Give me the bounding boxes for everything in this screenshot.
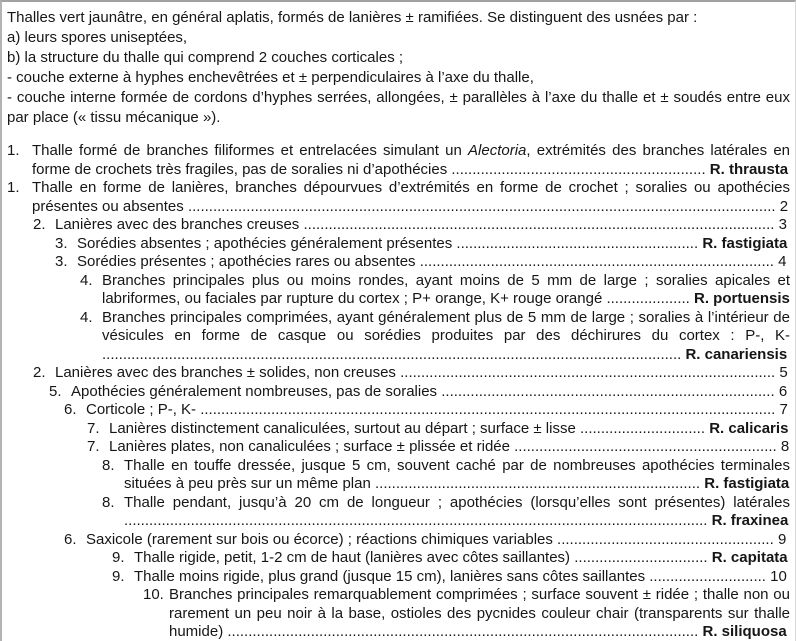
leader-dots: ............................................................................................................................................ xyxy=(124,512,708,529)
leader-dots: ............................................................. xyxy=(451,160,706,178)
key-entry-9a xyxy=(7,549,790,568)
couplet-result: 3 xyxy=(778,216,787,233)
entry-number: 7. xyxy=(87,419,100,437)
entry-number: 4. xyxy=(80,271,93,289)
species-result: R. fastigiata xyxy=(704,475,790,492)
entry-text: Thalle moins rigide, plus grand (jusque 15 cm), lanières sans côtes saillantes xyxy=(134,567,646,585)
key-entry-3b xyxy=(7,253,790,272)
leader-dots: ................................................................................ xyxy=(441,382,775,400)
species-result: R. portuensis xyxy=(694,290,790,307)
key-entry-4b xyxy=(7,309,790,365)
couplet-result: 10 xyxy=(770,567,787,585)
key-entry-1a xyxy=(7,142,790,179)
entry-number: 1. xyxy=(7,142,20,159)
species-result: R. siliquosa xyxy=(702,623,787,640)
entry-text: Thalle formé de branches filiformes et entrelacées simulant un Alectoria, extrémités des branches latérales en forme de crochets très fragiles, pas de soralies ni d’apothécies xyxy=(32,142,791,178)
key-entry-7a xyxy=(7,420,790,439)
entry-number: 2. xyxy=(33,364,46,381)
intro-paragraph: Thalles vert jaunâtre, en général aplatis, formés de lanières ± ramifiées. Se distinguent des usnées par : xyxy=(7,9,698,26)
entry-number: 6. xyxy=(64,530,77,548)
entry-number: 4. xyxy=(80,308,93,326)
leader-dots: .............................................................................. xyxy=(374,475,701,492)
entry-text: Lanières plates, non canaliculées ; surface ± plissée et ridée xyxy=(109,438,510,455)
leader-dots: .......................................................................................... xyxy=(400,364,776,381)
entry-text: Thalle en forme de lanières, branches dépourvues d’extrémités en forme de crochet ; soralies ou apothécies présentes ou absentes xyxy=(32,179,790,215)
leader-dots: ................................................................................................................. xyxy=(227,623,699,640)
key-entry-6b xyxy=(7,531,790,550)
leader-dots: .................... xyxy=(606,290,690,307)
species-result: R. fastigiata xyxy=(702,234,788,252)
key-entry-10a xyxy=(7,586,790,641)
entry-number: 2. xyxy=(33,216,46,233)
entry-text: Apothécies généralement nombreuses, pas de soralies xyxy=(71,382,438,400)
intro-section xyxy=(7,8,790,128)
leader-dots: ............................................................... xyxy=(514,438,777,455)
entry-text: Branches principales plus ou moins rondes, ayant moins de 5 mm de large ; soralies apicales et labriformes, ou faciales par rupture du cortex ; P+ orange, K+ rouge orangé xyxy=(102,271,790,307)
entry-number: 1. xyxy=(7,179,20,196)
key-entry-3a xyxy=(7,235,790,254)
couplet-result: 2 xyxy=(779,197,789,215)
key-entry-1b xyxy=(7,179,790,216)
couplet-result: 5 xyxy=(779,364,788,381)
key-entry-2a xyxy=(7,216,790,235)
key-entry-2b xyxy=(7,364,790,383)
entry-text: Thalle en touffe dressée, jusque 5 cm, souvent caché par de nombreuses apothécies terminales situées à peu près sur un même plan xyxy=(124,456,790,492)
entry-text: Lanières avec des branches ± solides, non creuses xyxy=(55,364,396,381)
key-entry-6a xyxy=(7,401,790,420)
key-entry-9b xyxy=(7,568,790,587)
species-result: R. canariensis xyxy=(685,345,788,363)
species-result: R. capitata xyxy=(711,549,788,566)
entry-number: 8. xyxy=(102,456,115,474)
key-entry-5a xyxy=(7,383,790,402)
entry-number: 10. xyxy=(143,586,164,603)
identification-key xyxy=(7,142,790,641)
leader-dots: .......................................................................................................................................... xyxy=(200,401,776,418)
intro-item-a: a) leurs spores uniseptées, xyxy=(7,29,188,46)
entry-text: Thalle rigide, petit, 1-2 cm de haut (lanières avec côtes saillantes) xyxy=(134,549,571,566)
entry-number: 8. xyxy=(102,493,115,511)
leader-dots: ........................................................................................................................................... xyxy=(102,345,682,363)
key-entry-8b xyxy=(7,494,790,531)
leader-dots: .................................................... xyxy=(557,530,774,548)
intro-dash-inner-cortex: - couche interne formée de cordons d’hyphes serrées, allongées, ± parallèles à l’axe du thalle et ± soudés entre eux par place (« tissu mécanique »). xyxy=(7,89,790,126)
entry-text: Lanières distinctement canaliculées, surtout au départ ; surface ± lisse xyxy=(109,419,576,437)
entry-number: 6. xyxy=(64,401,77,418)
couplet-result: 8 xyxy=(780,438,790,455)
key-entry-8a xyxy=(7,457,790,494)
entry-text: Thalle pendant, jusqu’à 20 cm de longueur ; apothécies (lorsqu’elles sont présentes) latérales xyxy=(124,493,790,511)
couplet-result: 4 xyxy=(778,253,787,270)
entry-number: 7. xyxy=(87,438,100,455)
couplet-result: 6 xyxy=(778,382,788,400)
leader-dots: .............................. xyxy=(579,419,706,437)
leader-dots: ................................ xyxy=(574,549,708,566)
leader-dots: .......................................................... xyxy=(456,234,699,252)
species-result: R. thrausta xyxy=(709,160,789,178)
entry-number: 9. xyxy=(112,549,125,566)
entry-text: Sorédies présentes ; apothécies rares ou absentes xyxy=(77,253,416,270)
entry-number: 5. xyxy=(49,382,62,400)
species-result: R. fraxinea xyxy=(711,512,789,529)
key-entry-7b xyxy=(7,438,790,457)
genus-name-italic: Alectoria xyxy=(468,142,527,159)
leader-dots: ................................................................................................................. xyxy=(303,216,775,233)
species-result: R. calicaris xyxy=(709,419,789,437)
entry-number: 3. xyxy=(55,234,68,252)
leader-dots: ..................................................................................... xyxy=(419,253,774,270)
key-entry-4a xyxy=(7,272,790,309)
entry-text: Lanières avec des branches creuses xyxy=(55,216,300,233)
entry-text: Saxicole (rarement sur bois ou écorce) ; réactions chimiques variables xyxy=(86,530,553,548)
couplet-result: 9 xyxy=(777,530,787,548)
intro-dash-outer-cortex: - couche externe à hyphes enchevêtrées et ± perpendiculaires à l’axe du thalle, xyxy=(7,69,534,86)
leader-dots: ............................ xyxy=(649,567,766,585)
entry-text: Sorédies absentes ; apothécies généralement présentes xyxy=(77,234,453,252)
couplet-result: 7 xyxy=(779,401,788,418)
entry-text: Branches principales remarquablement comprimées ; surface souvent ± ridée ; thalle non ou rarement un peu noir à la base, ostioles des pycnides couleur chair (transparents sur thalle humide) xyxy=(169,586,790,640)
intro-item-b: b) la structure du thalle qui comprend 2 couches corticales ; xyxy=(7,49,404,66)
leader-dots: ............................................................................................................................................. xyxy=(187,197,776,215)
entry-text: Corticole ; P-, K- xyxy=(86,401,197,418)
entry-number: 3. xyxy=(55,253,68,270)
entry-text: Branches principales comprimées, ayant généralement plus de 5 mm de large ; soralies à l’intérieur de vésicules en forme de casque ou sorédies produites par des déchirures du cortex : P-, K- xyxy=(102,308,790,344)
entry-number: 9. xyxy=(112,567,125,585)
